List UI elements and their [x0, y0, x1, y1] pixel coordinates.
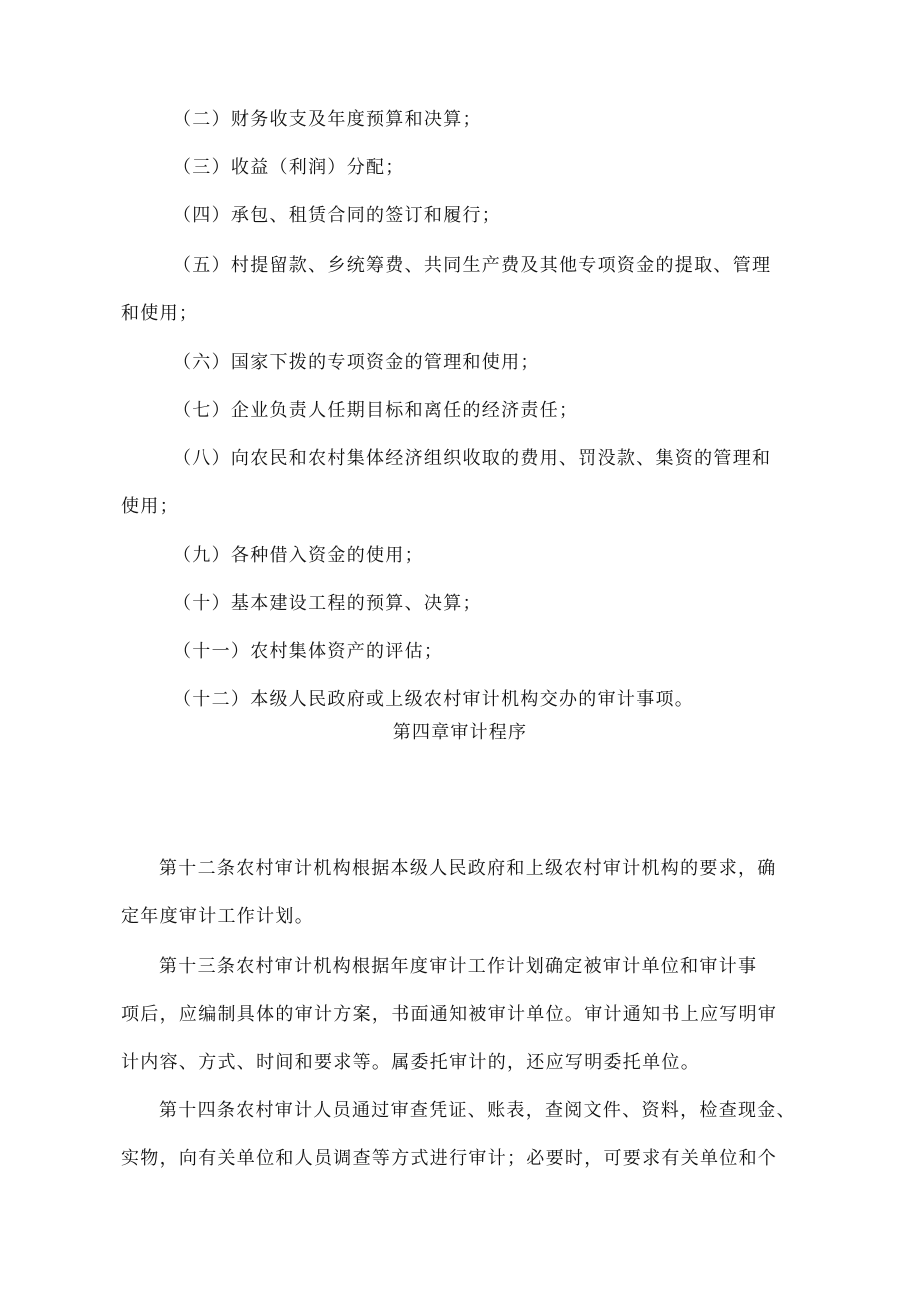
list-item-line: （八）向农民和农村集体经济组织收取的费用、罚没款、集资的管理和 — [173, 448, 772, 469]
list-item — [121, 387, 793, 435]
article-line: 计内容、方式、时间和要求等。属委托审计的，还应写明委托单位。 — [121, 1052, 700, 1073]
chapter-heading: 第四章审计程序 — [392, 722, 528, 743]
list-item-line: 使用； — [121, 496, 179, 517]
list-item-line: （十一）农村集体资产的评估； — [173, 641, 444, 662]
list-item-line: （十）基本建设工程的预算、决算； — [173, 593, 482, 614]
list-item-line: （二）财务收支及年度预算和决算； — [173, 109, 482, 130]
list-item-line: （十二）本级人民政府或上级农村审计机构交办的审计事项。 — [173, 689, 695, 710]
article-line: 实物，向有关单位和人员调查等方式进行审计；必要时，可要求有关单位和个 — [121, 1148, 778, 1169]
list-item — [121, 435, 793, 531]
list-item-line: （三）收益（利润）分配； — [173, 157, 405, 178]
list-item — [121, 532, 793, 580]
article-line: 定年度审计工作计划。 — [121, 906, 314, 927]
list-item — [121, 144, 793, 192]
article-paragraph — [121, 1087, 796, 1183]
list-item-line: 和使用； — [121, 303, 199, 324]
list-item-line: （六）国家下拨的专项资金的管理和使用； — [173, 352, 540, 373]
article-line: 项后，应编制具体的审计方案，书面通知被审计单位。审计通知书上应写明审 — [121, 1004, 778, 1025]
article-paragraph — [121, 943, 793, 1087]
list-item-line: （五）村提留款、乡统筹费、共同生产费及其他专项资金的提取、管理 — [173, 255, 772, 276]
article-line: 第十三条农村审计机构根据年度审计工作计划确定被审计单位和审计事 — [159, 956, 758, 977]
list-item — [121, 676, 793, 724]
article-line: 第十二条农村审计机构根据本级人民政府和上级农村审计机构的要求，确 — [159, 858, 777, 879]
list-item-line: （四）承包、租赁合同的签订和履行； — [173, 205, 502, 226]
list-item — [121, 96, 793, 144]
list-item — [121, 580, 793, 628]
list-item — [121, 628, 793, 676]
list-item — [121, 242, 793, 338]
article-line: 第十四条农村审计人员通过审查凭证、账表，查阅文件、资料，检查现金、 — [159, 1100, 796, 1121]
article-paragraph — [121, 845, 793, 941]
list-item — [121, 192, 793, 240]
list-item-line: （九）各种借入资金的使用； — [173, 545, 424, 566]
list-item — [121, 339, 793, 387]
list-item-line: （七）企业负责人任期目标和离任的经济责任； — [173, 400, 579, 421]
